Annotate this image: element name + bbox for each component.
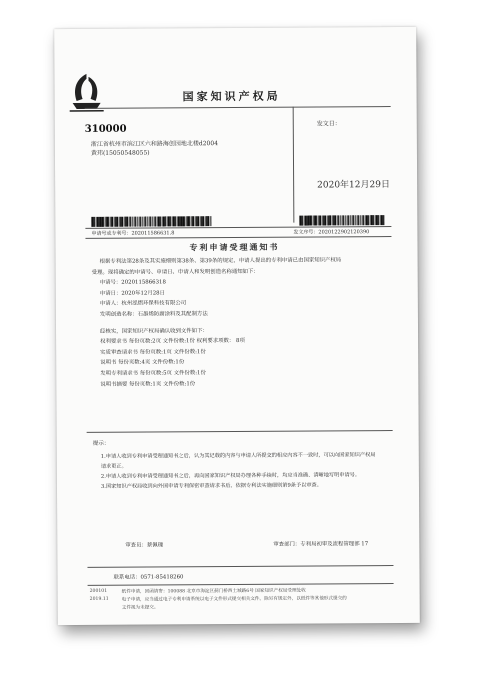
document-item: 说明书摘要 每份页数:1页 文件份数:1份 (100, 380, 196, 388)
document-item: 发明专利请求书 每份页数:5页 文件份数:1份 (100, 370, 206, 377)
note-item: 1.申请人收到专利申请受理通知书之后，认为其记载的内容与申请人所提交的相应内容不一致时，可以向国家知识产权局 (100, 452, 376, 460)
documents-intro: 经核实，国家知识产权局确认收到文件如下： (100, 327, 208, 335)
document-item: 实质审查请求书 每份页数:1页 文件份数:1份 (100, 348, 206, 356)
document-item: 权利要求书 每份页数:2页 文件份数:1份 权利要求项数： 8项 (100, 338, 245, 345)
footer-line: 电子申请，应当通过电子专利申请系统以电子文件形式提交相关文件。除另有规定外，以纸件等其他形式提交的 (121, 596, 347, 603)
barcode-bar (384, 215, 385, 225)
header-divider (85, 106, 391, 109)
recipient-address (91, 139, 218, 158)
signature-divider (87, 565, 393, 568)
notice-body (92, 255, 385, 390)
document-item: 说明书 每份页数:4页 文件份数:1份 (100, 359, 185, 367)
notes-heading: 提示： (92, 440, 110, 447)
form-code: 200101 (89, 588, 108, 594)
dispatch-date-label: 发文日： (316, 120, 341, 128)
recipient-name: 黄玮(15050548055) (90, 149, 150, 157)
form-version: 2019.11 (89, 596, 109, 602)
notes-divider (87, 430, 393, 433)
barcode-bar (210, 216, 211, 226)
address-line: 浙江省杭州市滨江区六和路海创园地北楼d2004 (90, 140, 219, 148)
contact-phone: 联系电话：0571-85418260 (113, 574, 184, 581)
application-number-meta: 申请号或专利号：202011586631.8 (91, 230, 175, 237)
notice-title: 专利申请受理通知书 (189, 241, 280, 253)
header-vertical-divider (293, 107, 295, 223)
intro-line: 根据专利法第28条及其实施细则第38条、第39条的规定，申请人提出的专利申请已由国家知识产权局 (99, 257, 342, 265)
note-item: 2.申请人收到专利申请受理通知书之后，再向国家知识产权局办理各种手续时，均应当准确、清晰地写明申请号。 (100, 472, 361, 480)
document-serial-meta: 发文序号：2020122902120390 (293, 229, 370, 236)
dispatch-date-stamp: 2020年12月29日 (317, 180, 390, 191)
application-barcode (91, 216, 211, 227)
office-name: 国家知识产权局 (182, 89, 281, 104)
examiner: 审查员：蔡佩瑰 (125, 542, 164, 549)
notes-list (101, 450, 385, 492)
note-item: 请求更正。 (100, 463, 127, 470)
applicant: 申请人：杭州泓熠环保科技有限公司 (99, 300, 187, 308)
footer-line: 文件视为未提交。 (121, 605, 159, 611)
invention-title: 发明创造名称：石墨烯防腐涂料及其配制方法 (99, 311, 208, 318)
intro-line: 受理。现将确定的申请号、申请日、申请人和发明创造名称通知如下： (91, 268, 259, 276)
application-date: 申请日：2020年12月28日 (99, 290, 166, 297)
document-barcode (299, 215, 385, 226)
application-number: 申请号：2020115866318 (99, 279, 166, 287)
note-item: 3.国家知识产权局收到向外国申请专利保密审查请求书后，依据专利法实施细则第9条予以审查。 (100, 482, 322, 490)
footer-divider (88, 583, 394, 586)
postal-code: 310000 (84, 123, 127, 135)
footer-line: 纸件申请，回函请寄：100088 北京市海淀区蓟门桥西土城路6号 国家知识产权局受理处收 (121, 588, 306, 595)
notice-document (54, 27, 420, 625)
examination-department: 审查部门：专利局初审及流程管理部 17 (273, 541, 369, 548)
